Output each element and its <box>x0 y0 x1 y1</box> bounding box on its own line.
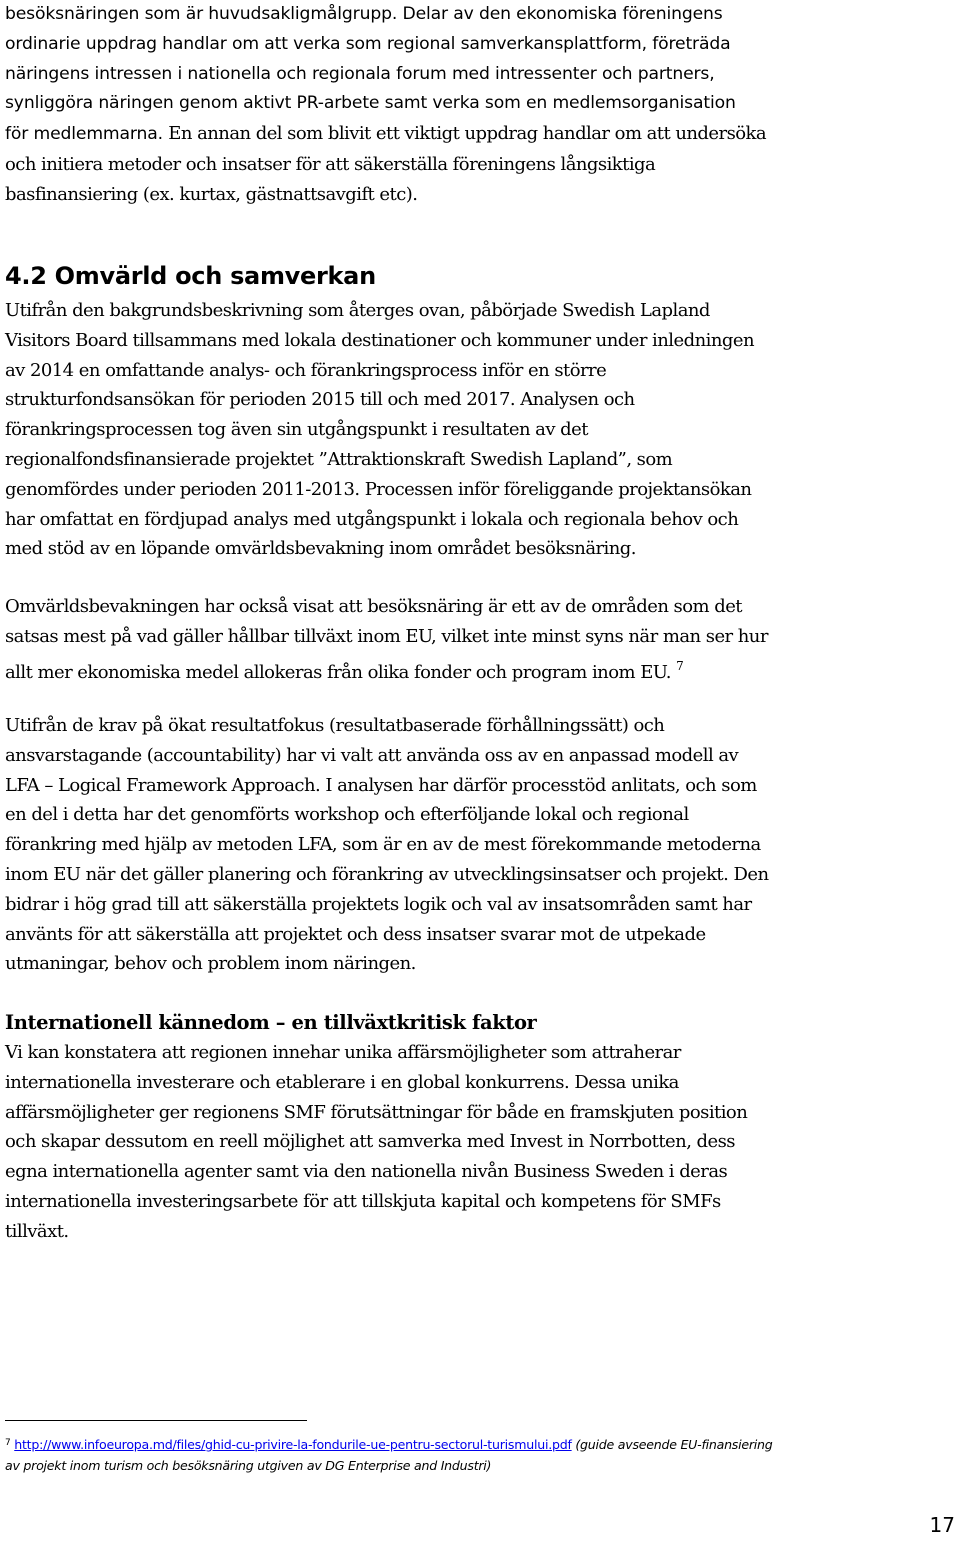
text-line: internationella investerare och etablerare i en global konkurrens. Dessa unika <box>5 1071 679 1093</box>
text-line: av 2014 en omfattande analys- och förankringsprocess inför en större <box>5 359 607 381</box>
text-line: LFA – Logical Framework Approach. I analysen har därför processtöd anlitats, och som <box>5 774 757 796</box>
text-line <box>5 652 955 688</box>
footnote-separator <box>5 1420 307 1421</box>
footnote-line <box>5 1433 955 1455</box>
text-line: har omfattat en fördjupad analys med utgångspunkt i lokala och regionala behov och <box>5 508 739 530</box>
text-line: basfinansiering (ex. kurtax, gästnattsavgift etc). <box>5 183 418 205</box>
text-line: utmaningar, behov och problem inom näringen. <box>5 953 416 975</box>
text-line: satsas mest på vad gäller hållbar tillväxt inom EU, vilket inte minst syns när man ser hur <box>5 625 768 647</box>
text-line: förankring med hjälp av metoden LFA, som är en av de mest förekommande metoderna <box>5 834 761 856</box>
text-line: Utifrån den bakgrundsbeskrivning som återges ovan, påbörjade Swedish Lapland <box>5 300 710 321</box>
text-run-serif: En annan del som blivit ett viktigt uppdrag handlar om att undersöka <box>168 123 767 145</box>
text-line: Vi kan konstatera att regionen innehar unika affärsmöjligheter som attraherar <box>5 1042 681 1063</box>
text-line: Utifrån de krav på ökat resultatfokus (resultatbaserade förhållningssätt) och <box>5 715 665 736</box>
text-line: genomfördes under perioden 2011-2013. Processen inför föreliggande projektansökan <box>5 478 752 500</box>
text-line: inom EU när det gäller planering och förankring av utvecklingsinsatser och projekt. Den <box>5 863 769 885</box>
text-line: bidrar i hög grad till att säkerställa projektets logik och val av insatsområden samt har <box>5 893 752 915</box>
text-line: ordinarie uppdrag handlar om att verka som regional samverkansplattform, företräda <box>5 33 731 54</box>
text-line: egna internationella agenter samt via den nationella nivån Business Sweden i deras <box>5 1161 728 1183</box>
section-heading: 4.2 Omvärld och samverkan <box>5 262 376 290</box>
text-line: använts för att säkerställa att projektet och dess insatser svarar mot de utpekade <box>5 923 706 945</box>
paragraph-omvarldsbevakning <box>5 592 955 687</box>
text-line: affärsmöjligheter ger regionens SMF förutsättningar för både en framskjuten position <box>5 1101 748 1123</box>
text-line: regionalfondsfinansierade projektet ”Attraktionskraft Swedish Lapland”, som <box>5 448 673 470</box>
intro-paragraph <box>5 0 955 210</box>
footnote-reference[interactable]: 7 <box>676 658 684 673</box>
text-line: besöksnäringen som är huvudsakligmålgrupp. Delar av den ekonomiska föreningens <box>5 4 723 24</box>
page-number: 17 <box>929 1513 955 1537</box>
text-line: Omvärldsbevakningen har också visat att besöksnäring är ett av de områden som det <box>5 596 742 617</box>
footnote <box>5 1433 955 1476</box>
text-line: och initiera metoder och insatser för att säkerställa föreningens långsiktiga <box>5 153 656 175</box>
footnote-line: av projekt inom turism och besöksnäring utgiven av DG Enterprise and Industri) <box>5 1458 492 1473</box>
text-line: strukturfondsansökan för perioden 2015 till och med 2017. Analysen och <box>5 389 635 411</box>
text-line: en del i detta har det genomförts workshop och efterföljande lokal och regional <box>5 804 689 826</box>
text-line: och skapar dessutom en reell möjlighet att samverka med Invest in Norrbotten, dess <box>5 1131 735 1153</box>
footnote-link[interactable]: http://www.infoeuropa.md/files/ghid-cu-privire-la-fondurile-ue-pentru-sectorul-turismului.pdf <box>14 1437 572 1452</box>
paragraph-lfa <box>5 711 955 979</box>
footnote-mark: 7 <box>5 1438 11 1448</box>
paragraph-internationell <box>5 1038 955 1247</box>
text-line: tillväxt. <box>5 1220 69 1242</box>
text-line: internationella investeringsarbete för att tillskjuta kapital och kompetens för SMFs <box>5 1190 721 1212</box>
footnote-note: (guide avseende EU-finansiering <box>575 1437 773 1452</box>
subsection-heading: Internationell kännedom – en tillväxtkritisk faktor <box>5 1011 537 1034</box>
text-line <box>5 119 955 150</box>
paragraph-omvarld <box>5 296 955 564</box>
text-run: allt mer ekonomiska medel allokeras från olika fonder och program inom EU. <box>5 661 677 683</box>
text-line: ansvarstagande (accountability) har vi valt att använda oss av en anpassad modell av <box>5 744 739 766</box>
text-line: med stöd av en löpande omvärldsbevakning inom området besöksnäring. <box>5 538 636 560</box>
text-line: förankringsprocessen tog även sin utgångspunkt i resultaten av det <box>5 419 588 441</box>
text-run: för medlemmarna. <box>5 124 169 145</box>
text-line: Visitors Board tillsammans med lokala destinationer och kommuner under inledningen <box>5 329 754 351</box>
text-line: synliggöra näringen genom aktivt PR-arbete samt verka som en medlemsorganisation <box>5 93 736 114</box>
text-line: näringens intressen i nationella och regionala forum med intressenter och partners, <box>5 63 715 84</box>
